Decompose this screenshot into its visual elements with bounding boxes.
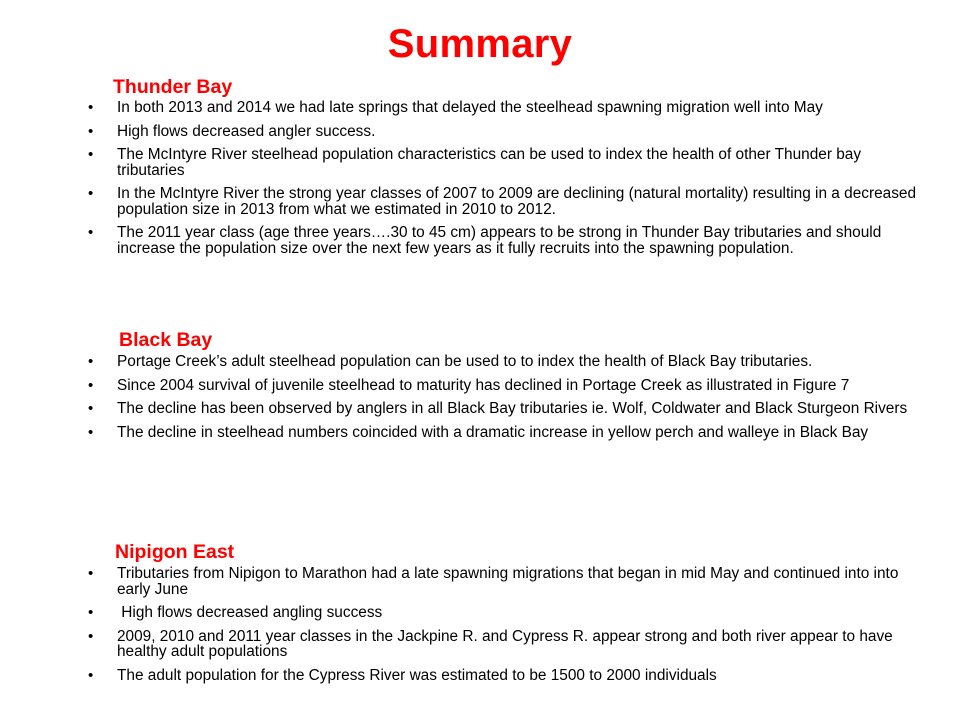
section-black-bay	[0, 328, 960, 448]
bullet-icon: •	[88, 353, 94, 370]
bullet-icon: •	[88, 565, 94, 582]
list-item: • Portage Creek’s adult steelhead population can be used to to index the health of Black Bay tributaries.	[88, 353, 813, 370]
bullet-icon: •	[88, 423, 94, 441]
bullet-icon: •	[88, 122, 94, 140]
section-heading: Black Bay	[119, 329, 213, 351]
list-item: • Tributaries from Nipigon to Marathon had a late spawning migrations that began in mid May and continued into into early June	[88, 565, 899, 598]
section-thunder-bay	[0, 75, 960, 264]
bullet-list	[0, 100, 960, 256]
list-item: • In both 2013 and 2014 we had late springs that delayed the steelhead spawning migration well into May	[88, 99, 823, 116]
list-item: • The McIntyre River steelhead population characteristics can be used to index the health of other Thunder bay tributaries	[88, 146, 862, 179]
list-item: • The decline has been observed by anglers in all Black Bay tributaries ie. Wolf, Coldwater and Black Sturgeon Rivers	[88, 400, 908, 417]
bullet-list	[0, 566, 960, 683]
section-heading: Nipigon East	[115, 541, 235, 563]
bullet-icon: •	[88, 185, 94, 202]
list-item: • 2009, 2010 and 2011 year classes in the Jackpine R. and Cypress R. appear strong and both river appear to have healthy adult populations	[88, 627, 893, 660]
bullet-icon: •	[88, 224, 94, 241]
list-item: • In the McIntyre River the strong year classes of 2007 to 2009 are declining (natural mortality) resulting in a decreased population size in 2013 from what we estimated in 2010 to 2012.	[88, 185, 917, 218]
list-item: • High flows decreased angling success	[88, 604, 383, 621]
list-item: • The decline in steelhead numbers coincided with a dramatic increase in yellow perch and walleye in Black Bay	[88, 423, 869, 441]
list-item: • The adult population for the Cypress River was estimated to be 1500 to 2000 individuals	[88, 666, 717, 684]
bullet-icon: •	[88, 604, 94, 621]
section-heading: Thunder Bay	[113, 76, 233, 98]
list-item: • Since 2004 survival of juvenile steelhead to maturity has declined in Portage Creek as illustrated in Figure 7	[88, 376, 850, 394]
bullet-list	[0, 354, 960, 440]
list-item: • High flows decreased angler success.	[88, 122, 376, 140]
bullet-icon: •	[88, 99, 94, 116]
bullet-icon: •	[88, 627, 94, 645]
section-nipigon-east	[0, 540, 960, 691]
bullet-icon: •	[88, 146, 94, 163]
slide-title: Summary	[387, 22, 573, 66]
list-item: • The 2011 year class (age three years….30 to 45 cm) appears to be strong in Thunder Bay tributaries and should increase the population size over the next few years as it fully recruits into the spawning population.	[88, 224, 882, 257]
bullet-icon: •	[88, 376, 94, 394]
bullet-icon: •	[88, 666, 94, 684]
bullet-icon: •	[88, 400, 94, 417]
